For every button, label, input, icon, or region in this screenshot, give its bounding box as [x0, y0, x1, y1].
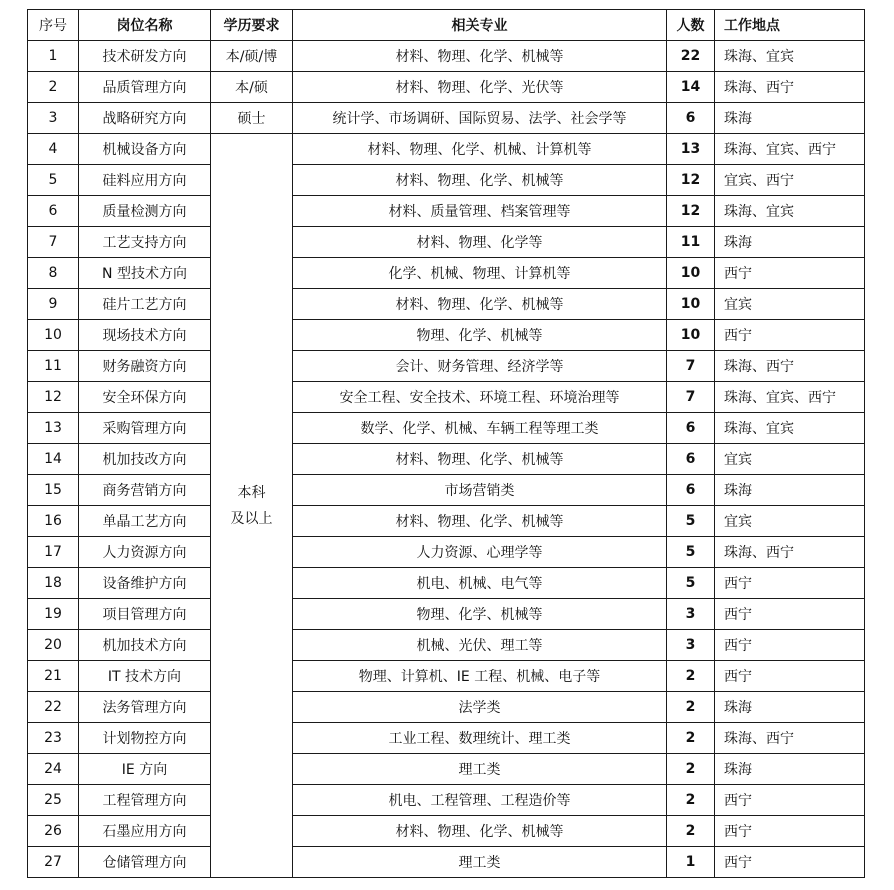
header-seq: 序号 [28, 10, 79, 41]
cell-location: 西宁 [715, 630, 865, 661]
cell-seq: 20 [28, 630, 79, 661]
table-row [28, 661, 865, 692]
table-row [28, 196, 865, 227]
cell-location: 宜宾 [715, 289, 865, 320]
cell-location: 珠海、西宁 [715, 72, 865, 103]
cell-name: 仓储管理方向 [79, 847, 211, 878]
cell-major: 材料、物理、化学、机械等 [293, 41, 667, 72]
cell-location: 西宁 [715, 599, 865, 630]
cell-name: N 型技术方向 [79, 258, 211, 289]
cell-location: 宜宾 [715, 506, 865, 537]
cell-name: 硅料应用方向 [79, 165, 211, 196]
header-count: 人数 [667, 10, 715, 41]
cell-location: 西宁 [715, 320, 865, 351]
cell-major: 材料、物理、化学、机械等 [293, 506, 667, 537]
cell-location: 宜宾、西宁 [715, 165, 865, 196]
cell-seq: 2 [28, 72, 79, 103]
cell-name: 质量检测方向 [79, 196, 211, 227]
cell-seq: 18 [28, 568, 79, 599]
cell-major: 化学、机械、物理、计算机等 [293, 258, 667, 289]
table-row [28, 165, 865, 196]
cell-seq: 8 [28, 258, 79, 289]
header-major: 相关专业 [293, 10, 667, 41]
cell-count: 2 [667, 754, 715, 785]
cell-name: 商务营销方向 [79, 475, 211, 506]
cell-major: 工业工程、数理统计、理工类 [293, 723, 667, 754]
header-name: 岗位名称 [79, 10, 211, 41]
table-row [28, 320, 865, 351]
table-row [28, 568, 865, 599]
cell-seq: 17 [28, 537, 79, 568]
cell-major: 人力资源、心理学等 [293, 537, 667, 568]
cell-location: 西宁 [715, 661, 865, 692]
table-row [28, 351, 865, 382]
cell-major: 材料、物理、化学、机械等 [293, 444, 667, 475]
cell-location: 珠海 [715, 692, 865, 723]
cell-location: 珠海、西宁 [715, 537, 865, 568]
table-row [28, 444, 865, 475]
cell-name: 战略研究方向 [79, 103, 211, 134]
cell-seq: 19 [28, 599, 79, 630]
cell-location: 珠海、宜宾、西宁 [715, 382, 865, 413]
table-row [28, 506, 865, 537]
cell-major: 法学类 [293, 692, 667, 723]
table-row [28, 599, 865, 630]
cell-seq: 25 [28, 785, 79, 816]
cell-major: 理工类 [293, 847, 667, 878]
cell-major: 物理、化学、机械等 [293, 320, 667, 351]
cell-edu-merged [211, 134, 293, 878]
cell-seq: 9 [28, 289, 79, 320]
table-body [28, 41, 865, 878]
cell-seq: 26 [28, 816, 79, 847]
table-row [28, 72, 865, 103]
table-row [28, 785, 865, 816]
cell-major: 数学、化学、机械、车辆工程等理工类 [293, 413, 667, 444]
header-loc: 工作地点 [715, 10, 865, 41]
cell-seq: 13 [28, 413, 79, 444]
cell-name: 技术研发方向 [79, 41, 211, 72]
cell-major: 统计学、市场调研、国际贸易、法学、社会学等 [293, 103, 667, 134]
cell-major: 材料、物理、化学、机械、计算机等 [293, 134, 667, 165]
table-row [28, 754, 865, 785]
cell-seq: 1 [28, 41, 79, 72]
header-edu: 学历要求 [211, 10, 293, 41]
cell-count: 13 [667, 134, 715, 165]
cell-count: 2 [667, 816, 715, 847]
cell-count: 14 [667, 72, 715, 103]
cell-count: 3 [667, 630, 715, 661]
cell-seq: 12 [28, 382, 79, 413]
cell-location: 珠海 [715, 227, 865, 258]
cell-name: 品质管理方向 [79, 72, 211, 103]
cell-count: 7 [667, 351, 715, 382]
edu-merged-line-1: 本科 [237, 484, 266, 501]
cell-count: 10 [667, 258, 715, 289]
cell-count: 22 [667, 41, 715, 72]
cell-location: 珠海 [715, 103, 865, 134]
cell-name: 法务管理方向 [79, 692, 211, 723]
cell-major: 物理、计算机、IE 工程、机械、电子等 [293, 661, 667, 692]
edu-merged-line-2: 及以上 [230, 510, 273, 527]
cell-major: 机电、机械、电气等 [293, 568, 667, 599]
table-row [28, 475, 865, 506]
cell-seq: 3 [28, 103, 79, 134]
cell-location: 西宁 [715, 258, 865, 289]
cell-seq: 15 [28, 475, 79, 506]
cell-name: IT 技术方向 [79, 661, 211, 692]
cell-count: 6 [667, 413, 715, 444]
cell-count: 12 [667, 165, 715, 196]
cell-name: 安全环保方向 [79, 382, 211, 413]
cell-name: 石墨应用方向 [79, 816, 211, 847]
table-row [28, 227, 865, 258]
cell-count: 11 [667, 227, 715, 258]
cell-name: 项目管理方向 [79, 599, 211, 630]
cell-location: 珠海 [715, 475, 865, 506]
cell-major: 材料、物理、化学、机械等 [293, 165, 667, 196]
cell-location: 西宁 [715, 847, 865, 878]
table-row [28, 258, 865, 289]
cell-seq: 5 [28, 165, 79, 196]
cell-major: 机械、光伏、理工等 [293, 630, 667, 661]
table-row [28, 134, 865, 165]
cell-edu: 本/硕/博 [211, 41, 293, 72]
cell-count: 5 [667, 568, 715, 599]
recruitment-table [27, 9, 865, 878]
table-row [28, 816, 865, 847]
cell-count: 5 [667, 537, 715, 568]
table-row [28, 692, 865, 723]
cell-seq: 11 [28, 351, 79, 382]
cell-edu: 硕士 [211, 103, 293, 134]
cell-major: 安全工程、安全技术、环境工程、环境治理等 [293, 382, 667, 413]
cell-name: 现场技术方向 [79, 320, 211, 351]
cell-major: 机电、工程管理、工程造价等 [293, 785, 667, 816]
cell-major: 材料、质量管理、档案管理等 [293, 196, 667, 227]
cell-name: 机械设备方向 [79, 134, 211, 165]
cell-location: 珠海 [715, 754, 865, 785]
cell-count: 6 [667, 103, 715, 134]
cell-major: 材料、物理、化学、机械等 [293, 816, 667, 847]
cell-seq: 6 [28, 196, 79, 227]
cell-location: 珠海、宜宾 [715, 413, 865, 444]
cell-name: IE 方向 [79, 754, 211, 785]
cell-seq: 4 [28, 134, 79, 165]
cell-seq: 22 [28, 692, 79, 723]
cell-name: 机加技术方向 [79, 630, 211, 661]
cell-seq: 10 [28, 320, 79, 351]
table-row [28, 41, 865, 72]
cell-seq: 24 [28, 754, 79, 785]
cell-count: 6 [667, 475, 715, 506]
cell-count: 6 [667, 444, 715, 475]
cell-location: 西宁 [715, 816, 865, 847]
cell-seq: 23 [28, 723, 79, 754]
cell-count: 10 [667, 289, 715, 320]
cell-major: 物理、化学、机械等 [293, 599, 667, 630]
cell-location: 珠海、宜宾 [715, 41, 865, 72]
table-row [28, 537, 865, 568]
cell-location: 珠海、宜宾、西宁 [715, 134, 865, 165]
table-row [28, 723, 865, 754]
cell-count: 5 [667, 506, 715, 537]
cell-edu: 本/硕 [211, 72, 293, 103]
table-row [28, 847, 865, 878]
cell-count: 1 [667, 847, 715, 878]
cell-seq: 16 [28, 506, 79, 537]
cell-name: 机加技改方向 [79, 444, 211, 475]
cell-seq: 14 [28, 444, 79, 475]
cell-location: 西宁 [715, 568, 865, 599]
cell-major: 市场营销类 [293, 475, 667, 506]
cell-major: 会计、财务管理、经济学等 [293, 351, 667, 382]
cell-name: 工程管理方向 [79, 785, 211, 816]
cell-count: 2 [667, 785, 715, 816]
cell-name: 设备维护方向 [79, 568, 211, 599]
table-row [28, 103, 865, 134]
cell-name: 人力资源方向 [79, 537, 211, 568]
cell-name: 计划物控方向 [79, 723, 211, 754]
cell-name: 工艺支持方向 [79, 227, 211, 258]
cell-major: 材料、物理、化学等 [293, 227, 667, 258]
cell-count: 2 [667, 723, 715, 754]
cell-count: 7 [667, 382, 715, 413]
cell-location: 珠海、宜宾 [715, 196, 865, 227]
cell-name: 硅片工艺方向 [79, 289, 211, 320]
cell-major: 理工类 [293, 754, 667, 785]
cell-seq: 21 [28, 661, 79, 692]
cell-major: 材料、物理、化学、光伏等 [293, 72, 667, 103]
cell-name: 采购管理方向 [79, 413, 211, 444]
cell-count: 12 [667, 196, 715, 227]
cell-location: 宜宾 [715, 444, 865, 475]
cell-seq: 27 [28, 847, 79, 878]
table-row [28, 382, 865, 413]
cell-location: 珠海、西宁 [715, 351, 865, 382]
table-header-row [28, 10, 865, 41]
cell-location: 珠海、西宁 [715, 723, 865, 754]
cell-location: 西宁 [715, 785, 865, 816]
table-row [28, 289, 865, 320]
cell-count: 10 [667, 320, 715, 351]
cell-count: 2 [667, 661, 715, 692]
cell-count: 2 [667, 692, 715, 723]
cell-seq: 7 [28, 227, 79, 258]
table-row [28, 630, 865, 661]
cell-name: 单晶工艺方向 [79, 506, 211, 537]
cell-count: 3 [667, 599, 715, 630]
cell-major: 材料、物理、化学、机械等 [293, 289, 667, 320]
cell-name: 财务融资方向 [79, 351, 211, 382]
table-row [28, 413, 865, 444]
